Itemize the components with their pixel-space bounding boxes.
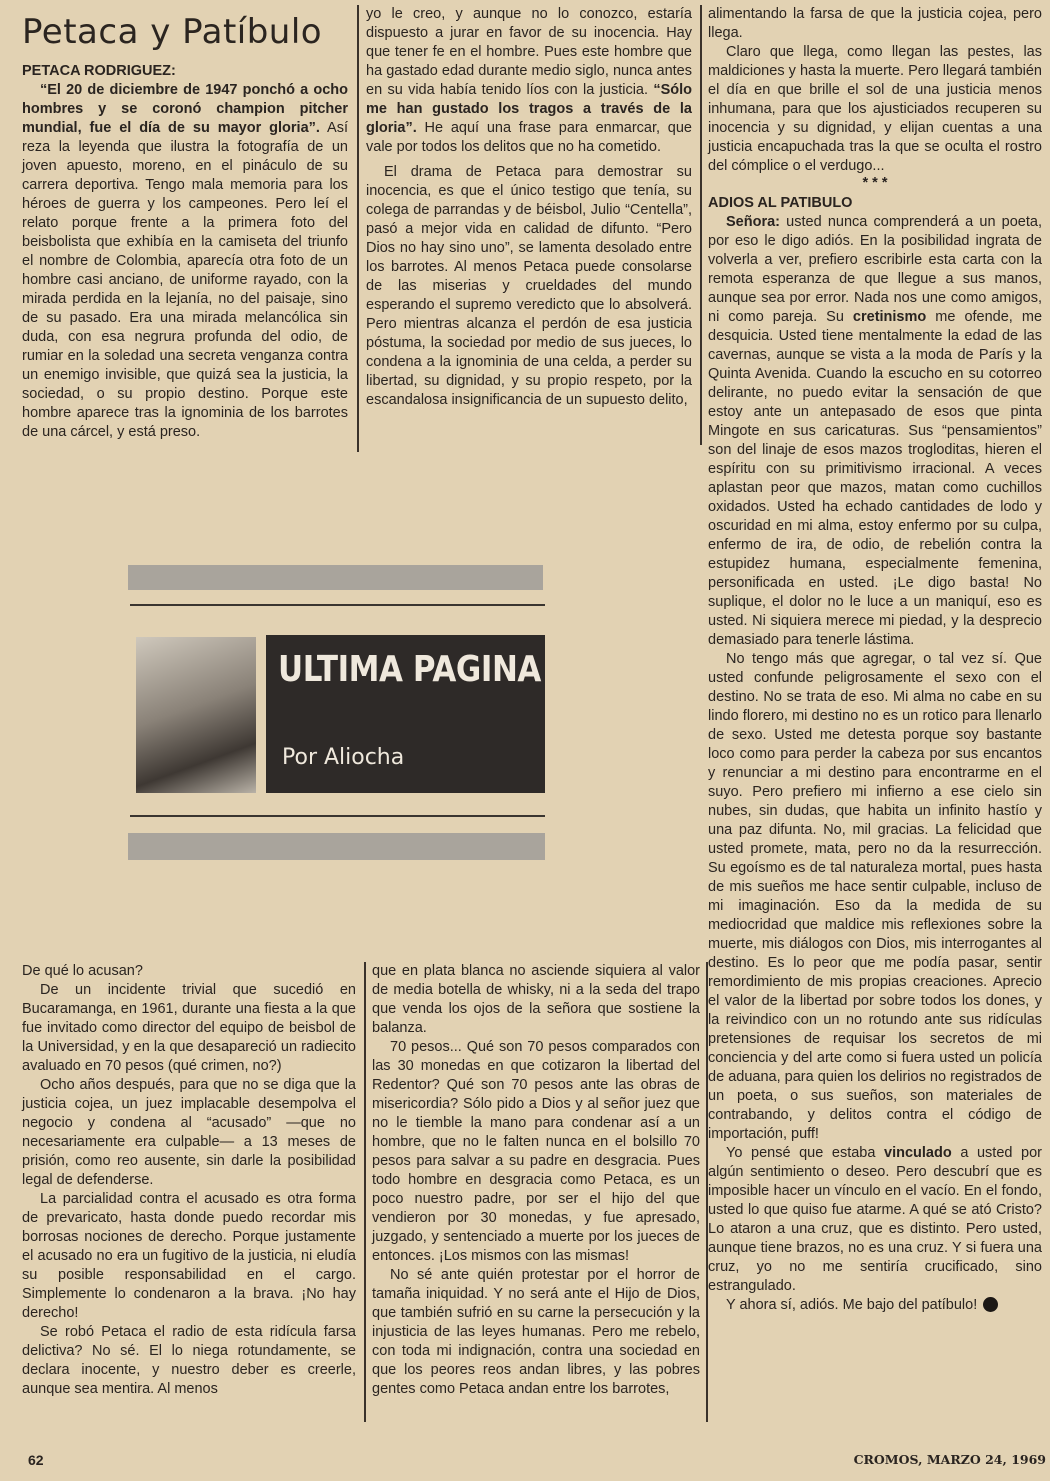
column-divider xyxy=(700,5,702,445)
bold-text: vinculado xyxy=(884,1145,952,1161)
banner-heading: ULTIMA PAGINA xyxy=(278,649,541,690)
end-mark-icon xyxy=(983,1297,998,1312)
paragraph: Se robó Petaca el radio de esta ridícula farsa delictiva? No sé. El lo niega rotundamente, se declara inocente, y nuestro deber es creerle, aunque sea mentira. Al menos xyxy=(22,1324,356,1397)
text: me ofende, me desquicia. Usted tiene mentalmente la edad de las cavernas, aunque se vista a la moda de París y la Quinta Avenida. Cuando la escucho en su cotorreo delirante, no puedo evitar la sensación de que estoy ante un antepasado de esos que pinta Mingote en sus caricaturas. Sus “pensamientos” son del linaje de esos mazos trogloditas, hieren el espíritu con su primitivismo irracional. A veces aplastan peor que mazos, matan como cuchillos oxidados. Usted ha echado cantidades de lodo y oscuridad en mi alma, estoy enfermo por su culpa, enfermo de ira, de odio, de rebelión contra la estupidez humana, especialmente femenina, personificada en usted. ¡Le digo basta! No suplique, el dolor no le luce a un maniquí, eso es usted. Ni siquiera merece mi piedad, y la desprecio demasiado para tenerle lástima. xyxy=(708,309,1043,648)
paragraph xyxy=(366,5,692,157)
article-title: Petaca y Patíbulo xyxy=(22,12,323,52)
text: yo le creo, y aunque no lo conozco, estaría dispuesto a jurar en favor de su inocencia. Hay que tener fe en el hombre. Pues este hombre que ha gastado edad durante medio siglo, nunca antes en su vida había tenido líos con la justicia. xyxy=(366,6,692,98)
column-divider xyxy=(364,962,366,1422)
paragraph xyxy=(708,1296,1042,1315)
paragraph: alimentando la farsa de que la justicia cojea, pero llega. xyxy=(708,6,1042,41)
paragraph: El drama de Petaca para demostrar su inocencia, es que el único testigo que tenía, su colega de parrandas y de béisbol, Julio “Centella”, pasó a mejor vida en calidad de difunto. “Pero Dios no hay sino uno”, se lamenta desolado entre los barrotes. Al menos Petaca puede consolarse de las miserias y crueldades del mundo esperando el supremo veredicto que lo absolverá. Pero mientras alcanza el perdón de esa justicia póstuma, la sociedad por medio de sus jueces, lo condena a la ignominia de una celda, a perder su libertad, su dignidad, y su propio respeto, por la escandalosa insignificancia de un supuesto delito, xyxy=(366,164,692,408)
banner-box xyxy=(266,635,545,793)
text: a usted por algún sentimiento o deseo. Pero descubrí que es imposible hacer un vínculo en el vacío. En el fondo, usted lo que quiso fue atarme. A qué se ató Cristo? Lo ataron a una cruz, que es distinto. Pero usted, aunque tiene brazos, no es una cruz. Y si fuera una cruz, yo no me sentiría crucificado, sino estrangulado. xyxy=(708,1145,1042,1294)
paragraph: Claro que llega, como llegan las pestes, las maldiciones y hasta la muerte. Pero llegará también el día en que brille el sol de una justicia menos inhumana, para que los ajusticiados recuperen su inocencia y su dignidad, y elijan cuentas a una justicia encapuchada tras la que se oculta el rostro del cómplice o el verdugo... xyxy=(708,44,1042,174)
paragraph xyxy=(22,81,348,442)
column-4 xyxy=(22,962,356,1399)
column-3 xyxy=(708,5,1042,1315)
text: Así reza la leyenda que ilustra la fotografía de un joven apuesto, moreno, en el pináculo de su carrera deportiva. Tengo mala memoria para los héroes de guerra y los campeones. Pero leí el relato porque frente a la primera foto del beisbolista que exhibía en la camiseta del triunfo el nombre de Colombia, aparecía otra foto de un hombre casi anciano, de uniforme rayado, con la mirada perdida en la lejanía, no del paisaje, sino de su pasado. Era una mirada melancólica sin duda, con esa negrura profunda del odio, de rumiar en la soledad una secreta venganza contra un enemigo invisible, que quizá sea la justicia, la sociedad, o su propio destino. Porque este hombre aparece tras la ignominia de los barrotes de una cárcel, y está preso. xyxy=(22,120,348,440)
banner-rule-top xyxy=(130,604,545,606)
paragraph: que en plata blanca no asciende siquiera al valor de media botella de whisky, ni a la seda del trapo que venda los ojos de la señora que sostiene la balanza. xyxy=(372,963,700,1036)
text: Yo pensé que estaba xyxy=(726,1145,885,1161)
text: usted nunca comprenderá a un poeta, por eso le digo adiós. En la posibilidad ingrata de volverla a ver, prefiero escribirle esta carta con la remota esperanza de que llegue a sus manos, aunque sea por error. Nada nos une como amigos, ni como pareja. Su xyxy=(708,214,1042,325)
column-divider xyxy=(706,962,708,1422)
bold-text: cretinismo xyxy=(852,309,927,325)
subheading-adios: ADIOS AL PATIBULO xyxy=(708,195,853,211)
paragraph: De un incidente trivial que sucedió en Bucaramanga, en 1961, durante una fiesta a la que fue invitado como director del equipo de beisbol de la Universidad, y en la que desapareció un radiecito avaluado en 70 pesos (qué crimen, no?) xyxy=(22,982,356,1074)
column-2 xyxy=(366,5,692,410)
paragraph: No tengo más que agregar, o tal vez sí. Que usted confunde peligrosamente el sexo con el destino. No se trata de eso. Mi alma no cabe en su lindo florero, mi destino no es un rotico para llenarlo de sexo. Usted me detesta porque soy bastante loco como para perder la cabeza por sus encantos y renunciar a mi destino para encontrarme en el suyo. Pero prefiero mi infierno a ese cielo sin nubes, sin dudas, que habita un infinito hastío y una paz difunta. No, mil gracias. La felicidad que usted promete, mata, pero no da la resurrección. Su egoísmo es de tal naturaleza mortal, pues hasta de mis sueños me hace sentir culpable, incluso de mi imaginación. Eso da la medida de su mediocridad que maldice mis reflexiones sobre la muerte, mis diálogos con Dios, mis interrogantes al destino. Es lo peor que me podía pasar, sentir remordimiento de mis propias creaciones. Aprecio el valor de la libertad por sobre todos los dones, y la reivindico con un no rotundo ante sus ridículas pretensiones de requisar los secretos de mi conciencia y del arte como si fuera usted un policía de aduana, para quien los delirios no registrados de un poeta, o sus sueños, son materiales de contrabando, y delitos contra el código de importación, puff! xyxy=(708,651,1042,1142)
paragraph: De qué lo acusan? xyxy=(22,963,143,979)
text: He aquí una frase para enmarcar, que vale por todos los delitos que no ha cometido. xyxy=(366,120,692,155)
paragraph: No sé ante quién protestar por el horror de tamaña iniquidad. Y no será ante el Hijo de Dios, que también sufrió en su carne la persecución y la injusticia de las leyes humanas. Pero me rebelo, con toda mi indignación, contra una sociedad en que los peores reos andan libres, y las pobres gentes como Petaca andan entre los barrotes, xyxy=(372,1267,700,1397)
paragraph: 70 pesos... Qué son 70 pesos comparados con las 30 monedas en que cotizaron la libertad del Redentor? Qué son 70 pesos ante las obras de misericordia? Sólo pido a Dios y al señor juez que no le tiemble la mano para condenar así a un hombre, que no le falten nunca en el bolsillo 70 pesos para salvar a su padre en desgracia. Pues todo hombre en desgracia como Petaca, es un poco nuestro padre, por ser el hijo del que vendieron por 30 monedas, y fue apresado, juzgado, y sentenciado a muerte por los jueces de entonces. ¡Los mismos con las mismas! xyxy=(372,1039,700,1264)
paragraph xyxy=(708,1144,1042,1296)
paragraph: La parcialidad contra el acusado es otra forma de prevaricato, hasta donde puedo recordar mis borrosas nociones de derecho. Porque justamente el acusado no era un fugitivo de la justicia, ni eludía su posible responsabilidad en el cargo. Simplemente lo condenaron a la brava. ¡No hay derecho! xyxy=(22,1191,356,1321)
column-5 xyxy=(372,962,700,1399)
banner-byline: Por Aliocha xyxy=(282,745,405,770)
issue-line: CROMOS, MARZO 24, 1969 xyxy=(853,1452,1046,1467)
bold-quote: “El 20 de diciembre de 1947 ponchó a ocho hombres y se coronó champion pitcher mundial, fue el día de su mayor gloria”. xyxy=(22,82,348,136)
subheading-petaca: PETACA RODRIGUEZ: xyxy=(22,63,176,79)
paragraph xyxy=(708,213,1042,650)
paragraph: Ocho años después, para que no se diga que la justicia cojea, un juez implacable desempolva el negocio y condena al “acusado” —que no necesariamente era culpable— a 13 meses de prisión, como reo ausente, sin darle la posibilidad legal de defenderse. xyxy=(22,1077,356,1188)
banner-bar-bottom xyxy=(128,833,545,860)
bold-text: Señora: xyxy=(726,214,780,230)
text: Y ahora sí, adiós. Me bajo del patíbulo! xyxy=(726,1297,978,1313)
page-number: 62 xyxy=(28,1452,44,1468)
section-separator: * * * xyxy=(862,175,888,191)
banner-bar-top xyxy=(128,565,543,590)
bold-quote: “Sólo me han gustado los tragos a través de la gloria”. xyxy=(366,82,692,136)
banner-rule-bottom xyxy=(130,815,545,817)
author-photo xyxy=(136,637,256,793)
column-divider xyxy=(357,5,359,452)
column-1 xyxy=(22,62,348,442)
